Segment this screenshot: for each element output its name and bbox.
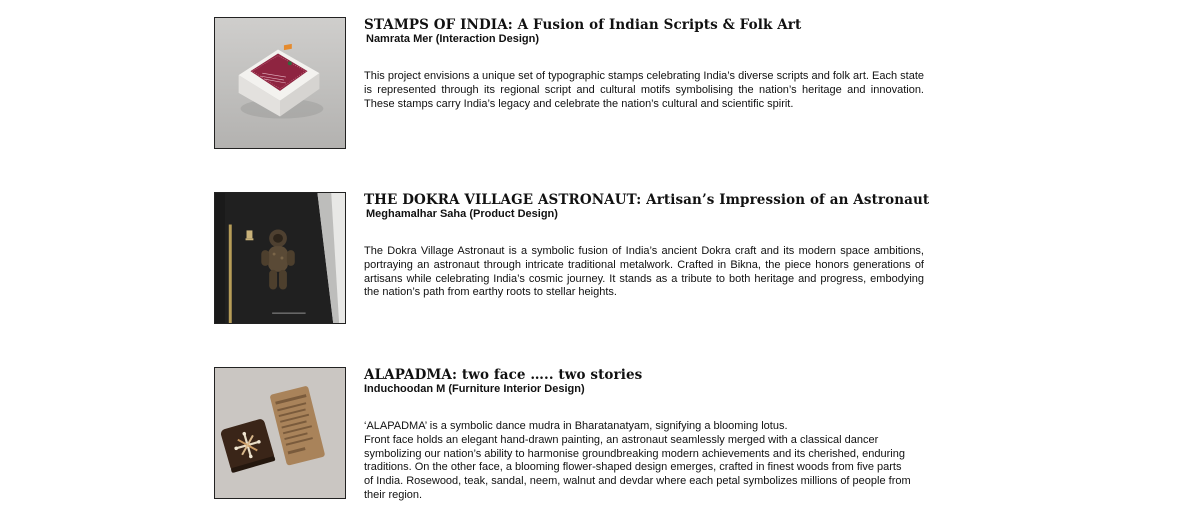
alapadma-coaster-photo: [215, 368, 345, 498]
project-author: Induchoodan M (Furniture Interior Design): [364, 383, 585, 395]
description-paragraph: This project envisions a unique set of typographic stamps celebrating India’s diverse scripts and folk art. Each state is represented through its regional script and cultural motifs symbolising the nation’s heritage and innovation. These stamps carry India’s legacy and celebrate the nation’s cultural and scientific spirit.: [364, 70, 924, 110]
project-description: [364, 245, 924, 300]
stamp-box-photo: [215, 18, 345, 148]
project-image-stamps[interactable]: [214, 17, 346, 149]
description-paragraph: ‘ALAPADMA’ is a symbolic dance mudra in Bharatanatyam, signifying a blooming lotus.: [364, 420, 788, 432]
project-text: [364, 192, 930, 300]
project-image-alapadma[interactable]: [214, 367, 346, 499]
dokra-astronaut-photo: [215, 193, 345, 323]
project-text: [364, 367, 924, 503]
project-title: STAMPS OF INDIA: A Fusion of Indian Scripts & Folk Art: [364, 17, 802, 33]
project-title: THE DOKRA VILLAGE ASTRONAUT: Artisan’s Impression of an Astronaut: [364, 192, 930, 208]
description-paragraph: The Dokra Village Astronaut is a symbolic fusion of India’s ancient Dokra craft and its modern space ambitions, portraying an astronaut through intricate traditional metalwork. Crafted in Bikna, the piece honors generations of artisans while celebrating India’s cosmic journey. It stands as a tribute to both heritage and progress, embodying the nation’s path from earthy roots to stellar heights.: [364, 245, 924, 299]
description-paragraph: Front face holds an elegant hand-drawn painting, an astronaut seamlessly merged with a classical dancer symbolizing our nation’s ability to harmonise groundbreaking modern achievements and its cherished, enduring traditions. On the other face, a blooming flower-shaped design emerges, crafted in finest woods from five parts of India. Rosewood, teak, sandal, neem, walnut and devdar where each petal symbolizes millions of people from their region.: [364, 433, 911, 501]
project-text: [364, 17, 924, 111]
project-author: Meghamalhar Saha (Product Design): [366, 208, 558, 220]
project-image-dokra[interactable]: [214, 192, 346, 324]
project-author: Namrata Mer (Interaction Design): [366, 33, 539, 45]
project-description: [364, 420, 912, 503]
project-title: ALAPADMA: two face ….. two stories: [364, 367, 643, 383]
project-description: [364, 70, 924, 111]
